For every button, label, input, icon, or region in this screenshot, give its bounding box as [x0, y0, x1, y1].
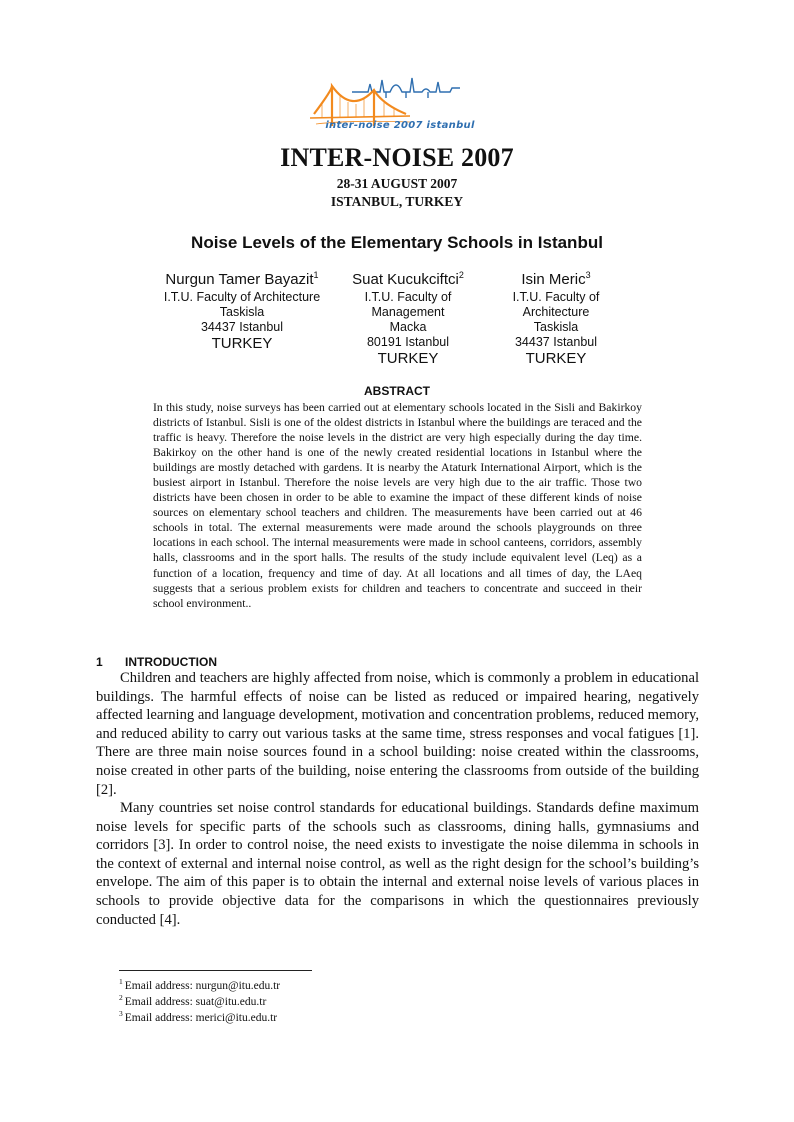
author-affiliation-line: 34437 Istanbul — [514, 335, 597, 349]
footnote-divider — [119, 970, 312, 971]
section-title: INTRODUCTION — [125, 655, 217, 669]
footnote — [119, 979, 280, 993]
abstract-heading: ABSTRACT — [364, 384, 430, 398]
footnote — [119, 995, 266, 1009]
author-block — [150, 270, 334, 353]
footnote-mark: 1 — [119, 977, 123, 987]
author-block — [486, 270, 626, 368]
footnote-text: Email address: nurgun@itu.edu.tr — [124, 980, 281, 992]
author-block — [338, 270, 478, 368]
footnote-mark: 3 — [119, 1009, 123, 1019]
footnote-ref: 2 — [458, 270, 464, 280]
author-affiliation-line: I.T.U. Faculty of Architecture — [163, 290, 321, 304]
conference-date: 28-31 AUGUST 2007 — [336, 176, 458, 191]
section-number: 1 — [96, 655, 103, 669]
body-paragraph: Many countries set noise control standards for educational buildings. Standards define maximum noise levels for specific parts of the schools such as classrooms, dining halls, gymnasiums and corridors [3]. In order to control noise, the need exists to investigate the noise dilemma in schools in the context of external and internal noise control, as well as the right design for the school’s building’s envelope. The aim of this paper is to obtain the internal and external noise levels of various places in schools to provide objective data for the comparisons in which the questionnaires previously conducted [4]. — [96, 800, 699, 928]
abstract-text: In this study, noise surveys has been carried out at elementary schools located in the Sisli and Bakirkoy districts of Istanbul. Sisli is one of the oldest districts in Istanbul where the buildings are teraced and the traffic is heavy. Therefore the noise levels in the district are very high especially during the day time. Bakirkoy on the other hand is one of the newly created residential locations in Istanbul where the buildings are mostly detached with gardens. It is nearby the Ataturk International Airport, which is the busiest airport in Istanbul. Therefore the noise levels are very high due to the air traffic. Those two districts have been chosen in order to be able to examine the impact of these different kinds of noise sources on elementary school teachers and children. The measurements have been carried out at 46 schools in total. The external measurements were made around the schools playgrounds on three locations in each school. The internal measurements were made in school canteens, corridors, assembly halls, classrooms and in the sport halls. The results of the study include equivalent level (Leq) as a function of a location, frequency and time of day. At all locations and all times of day, the LAeq suggests that a serious problem exists for children and teachers to concentrate and succeed in their school environment.. — [153, 401, 642, 610]
author-affiliation-line: Management — [371, 305, 445, 319]
conference-title: INTER-NOISE 2007 — [280, 143, 514, 172]
logo-caption: inter-noise 2007 istanbul — [325, 120, 475, 131]
footnote-text: Email address: suat@itu.edu.tr — [124, 996, 267, 1008]
author-name: Suat Kucukciftci$^2$ — [352, 270, 464, 288]
footnote-ref: 3 — [585, 270, 591, 280]
author-affiliation-line: 34437 Istanbul — [200, 320, 283, 334]
author-affiliation-line: Taskisla — [533, 320, 579, 334]
author-name: Isin Meric$^3$ — [521, 270, 591, 288]
footnote-text: Email address: merici@itu.edu.tr — [124, 1012, 278, 1024]
author-affiliation-line: Taskisla — [219, 305, 265, 319]
footnote-mark: 2 — [119, 993, 123, 1003]
body-paragraph: Children and teachers are highly affected from noise, which is commonly a problem in educational buildings. The harmful effects of noise can be listed as reduced or impaired hearing, negatively affected learning and language development, motivation and concentration problems, reduced memory, and reduced ability to carry out various tasks at the same time, stress responses and vocal fatigues [1]. There are three main noise sources found in a school building: noise created within the classrooms, noise created in other parts of the building, noise entering the classrooms from outside of the building [2]. — [96, 670, 699, 798]
author-country: TURKEY — [525, 350, 587, 367]
author-affiliation-line: 80191 Istanbul — [366, 335, 449, 349]
author-country: TURKEY — [211, 335, 273, 352]
author-name: Nurgun Tamer Bayazit$^1$ — [165, 270, 319, 288]
paper-title: Noise Levels of the Elementary Schools in Istanbul — [191, 233, 603, 252]
author-country: TURKEY — [377, 350, 439, 367]
author-affiliation-line: I.T.U. Faculty of — [512, 290, 600, 304]
footnote — [119, 1011, 277, 1025]
section-heading — [96, 655, 217, 669]
footnote-ref: 1 — [313, 270, 319, 280]
author-affiliation-line: I.T.U. Faculty of — [364, 290, 452, 304]
conference-place: ISTANBUL, TURKEY — [330, 194, 464, 209]
author-affiliation-line: Macka — [389, 320, 427, 334]
author-affiliation-line: Architecture — [522, 305, 590, 319]
